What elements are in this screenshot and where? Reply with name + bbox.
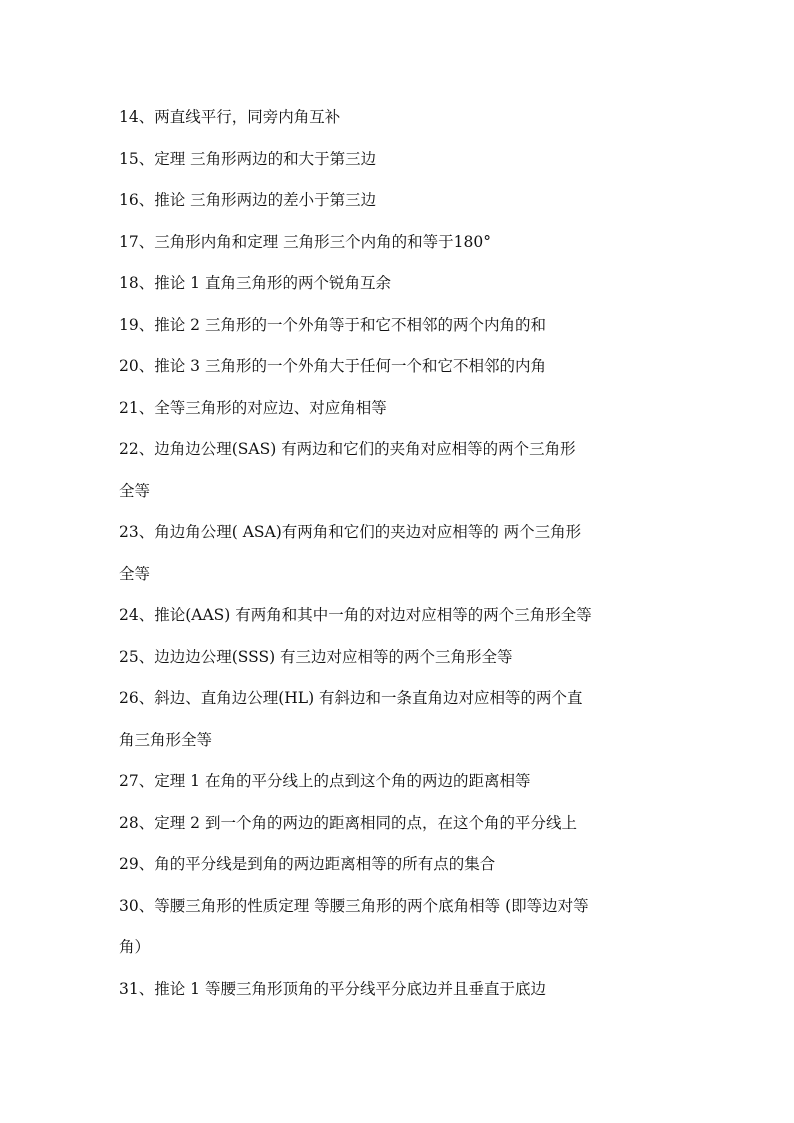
- text-line: 29、角的平分线是到角的两边距离相等的所有点的集合: [119, 855, 496, 873]
- text-line: 20、推论 3 三角形的一个外角大于任何一个和它不相邻的内角: [119, 357, 546, 375]
- text-line: 26、斜边、直角边公理(HL) 有斜边和一条直角边对应相等的两个直: [119, 689, 583, 707]
- document-body: [119, 99, 679, 1012]
- text-line: 22、边角边公理(SAS) 有两边和它们的夹角对应相等的两个三角形: [119, 440, 576, 458]
- text-line: 19、推论 2 三角形的一个外角等于和它不相邻的两个内角的和: [119, 315, 546, 334]
- text-line: 全等: [119, 481, 151, 500]
- text-line: 15、定理 三角形两边的和大于第三边: [119, 149, 377, 168]
- text-line: 16、推论 三角形两边的差小于第三边: [119, 191, 377, 209]
- text-line: 31、推论 1 等腰三角形顶角的平分线平分底边并且垂直于底边: [119, 979, 546, 998]
- text-line: 30、等腰三角形的性质定理 等腰三角形的两个底角相等 (即等边对等: [119, 896, 589, 915]
- text-line: 24、推论(AAS) 有两角和其中一角的对边对应相等的两个三角形全等: [119, 606, 592, 624]
- text-line: 角三角形全等: [119, 730, 213, 749]
- text-line: 全等: [119, 564, 151, 583]
- text-line: 27、定理 1 在角的平分线上的点到这个角的两边的距离相等: [119, 772, 531, 790]
- text-line: 角）: [119, 938, 151, 956]
- text-line: 18、推论 1 直角三角形的两个锐角互余: [119, 274, 391, 292]
- text-line: 21、全等三角形的对应边、对应角相等: [119, 398, 387, 417]
- text-line: 25、边边边公理(SSS) 有三边对应相等的两个三角形全等: [119, 647, 513, 666]
- text-line: 17、三角形内角和定理 三角形三个内角的和等于180°: [119, 232, 491, 251]
- text-line: 23、角边角公理( ASA)有两角和它们的夹边对应相等的 两个三角形: [119, 523, 582, 541]
- text-line: 28、定理 2 到一个角的两边的距离相同的点，在这个角的平分线上: [119, 813, 577, 832]
- text-line: 14、两直线平行，同旁内角互补: [119, 108, 341, 126]
